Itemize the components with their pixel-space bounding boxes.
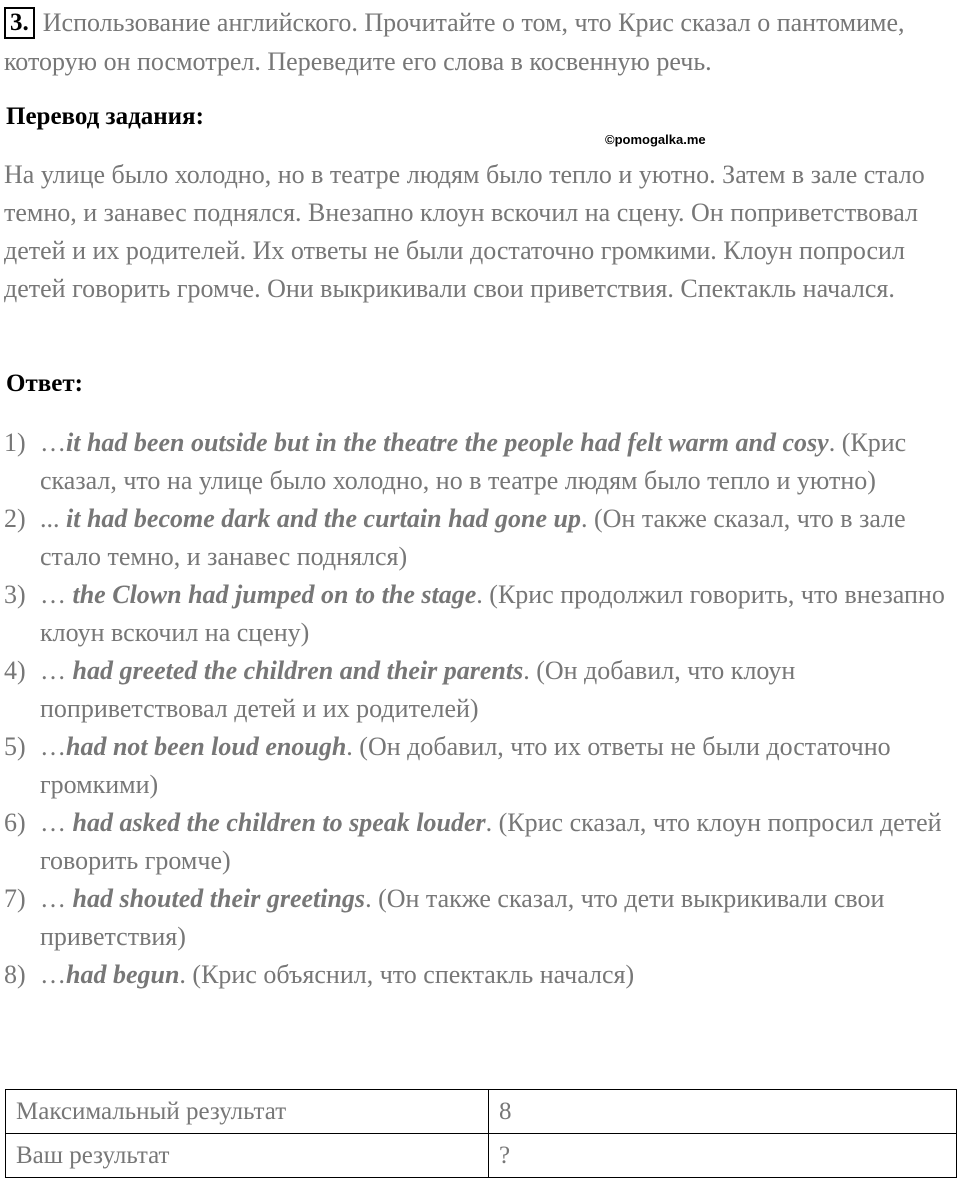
answer-number: 4) xyxy=(4,656,26,685)
answer-english: it had become dark and the curtain had gone up xyxy=(66,504,581,533)
task-statement xyxy=(4,3,954,81)
score-row-max xyxy=(6,1090,957,1134)
answer-english: had greeted the children and their parents xyxy=(72,656,524,685)
translation-heading: Перевод задания: xyxy=(6,103,204,130)
answer-russian: . (Он добавил, что клоун поприветствовал детей и их родителей) xyxy=(40,656,796,723)
max-score-value: 8 xyxy=(489,1090,957,1134)
answer-item-7 xyxy=(4,880,958,956)
task-number-badge: 3. xyxy=(4,7,35,39)
answer-english: had asked the children to speak louder xyxy=(72,808,486,837)
answer-item-5 xyxy=(4,728,958,804)
answer-russian: . (Крис продолжил говорить, что внезапно клоун вскочил на сцену) xyxy=(40,580,945,647)
answer-number: 5) xyxy=(4,732,26,761)
answer-number: 1) xyxy=(4,428,26,457)
answer-russian: . (Крис объяснил, что спектакль начался) xyxy=(179,960,635,989)
answer-item-6 xyxy=(4,804,958,880)
answer-item-2 xyxy=(4,500,958,576)
answer-prefix: … xyxy=(40,656,73,685)
answer-russian: . (Крис сказал, что клоун попросил детей говорить громче) xyxy=(40,808,942,875)
answer-number: 8) xyxy=(4,960,26,989)
answer-russian: . (Крис сказал, что на улице было холодно, но в театре людям было тепло и уютно) xyxy=(40,428,907,495)
answer-item-4 xyxy=(4,652,958,728)
answer-russian: . (Он также сказал, что в зале стало темно, и занавес поднялся) xyxy=(40,504,906,571)
answer-number: 6) xyxy=(4,808,26,837)
answer-item-1 xyxy=(4,424,958,500)
answer-item-3 xyxy=(4,576,958,652)
answer-prefix: … xyxy=(40,884,73,913)
your-score-label: Ваш результат xyxy=(6,1134,489,1178)
max-score-label: Максимальный результат xyxy=(6,1090,489,1134)
answer-english: it had been outside but in the theatre the people had felt warm and cosy xyxy=(66,428,829,457)
answer-prefix: … xyxy=(40,732,66,761)
answer-number: 2) xyxy=(4,504,26,533)
answer-number: 7) xyxy=(4,884,26,913)
answer-english: had shouted their greetings xyxy=(72,884,366,913)
answer-english: had begun xyxy=(66,960,180,989)
score-row-yours xyxy=(6,1134,957,1178)
watermark: ©pomogalka.me xyxy=(605,132,706,147)
answer-english: the Clown had jumped on to the stage xyxy=(72,580,477,609)
answer-prefix: … xyxy=(40,960,66,989)
answer-russian: . (Он добавил, что их ответы не были достаточно громкими) xyxy=(40,732,891,799)
answer-russian: . (Он также сказал, что дети выкрикивали свои приветствия) xyxy=(40,884,885,951)
task-text: Использование английского. Прочитайте о том, что Крис сказал о пантомиме, которую он посмотрел. Переведите его слова в косвенную речь. xyxy=(4,8,905,76)
answer-heading: Ответ: xyxy=(6,370,83,397)
answer-prefix: … xyxy=(40,808,73,837)
answer-item-8 xyxy=(4,956,958,994)
score-table xyxy=(5,1089,957,1178)
answer-list xyxy=(4,424,958,994)
answer-prefix: … xyxy=(40,580,73,609)
answer-number: 3) xyxy=(4,580,26,609)
answer-prefix: ... xyxy=(40,504,66,533)
translation-text: На улице было холодно, но в театре людям было тепло и уютно. Затем в зале стало темно, и занавес поднялся. Внезапно клоун вскочил на сцену. Он поприветствовал детей и их родителей. Их ответы не были достаточно громкими. Клоун попросил детей говорить громче. Они выкрикивали свои приветствия. Спектакль начался. xyxy=(4,160,925,303)
answer-english: had not been loud enough xyxy=(66,732,347,761)
answer-prefix: … xyxy=(40,428,66,457)
your-score-value[interactable]: ? xyxy=(489,1134,957,1178)
